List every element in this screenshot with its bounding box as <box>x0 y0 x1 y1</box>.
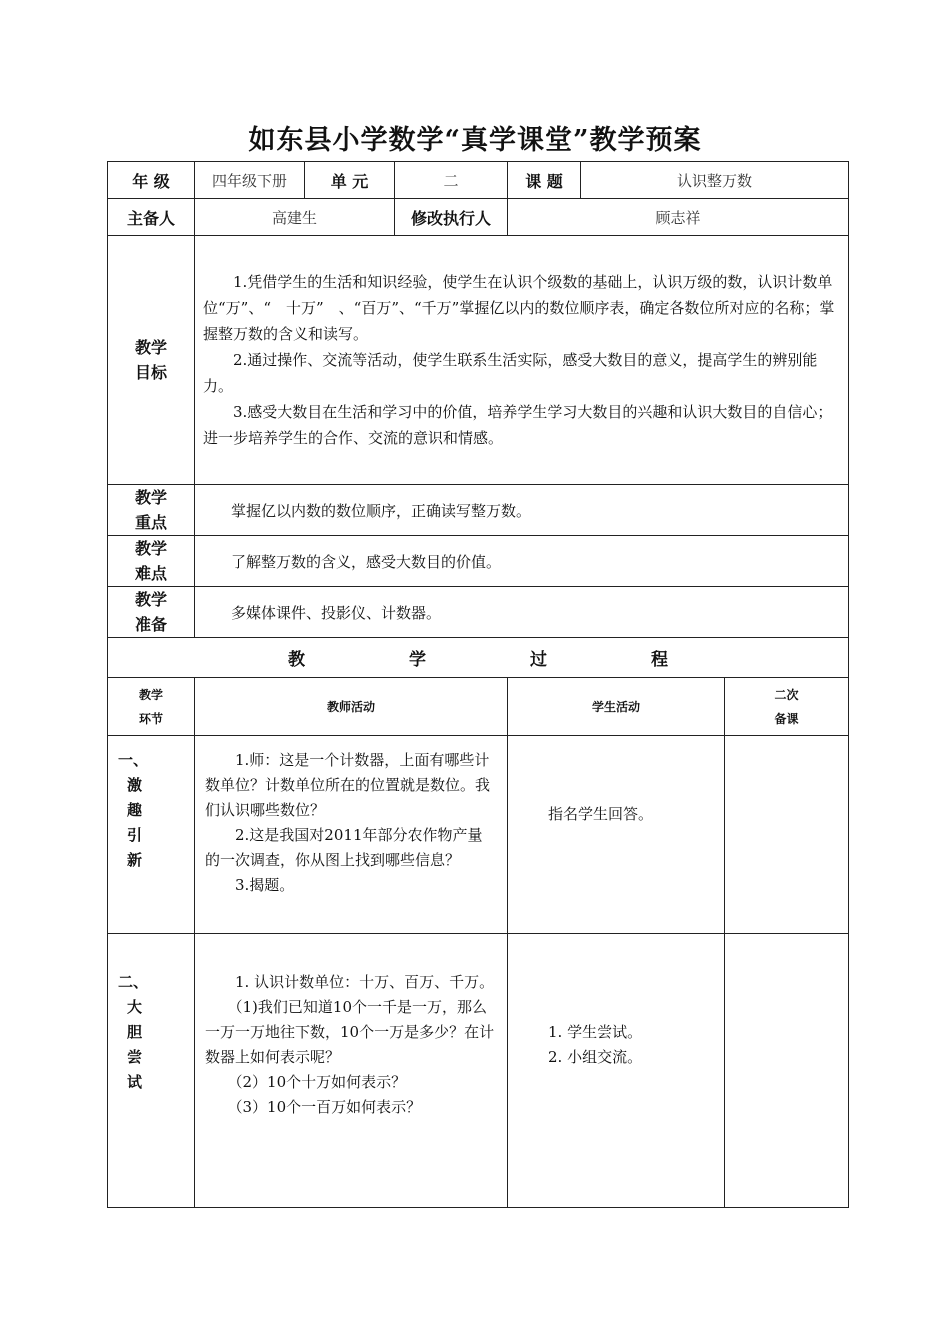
key-points-text: 掌握亿以内数的数位顺序，正确读写整万数。 <box>195 485 849 536</box>
stage-column-header: 教学 环节 <box>108 678 195 736</box>
goals-row <box>108 236 849 485</box>
goal-item: 2.通过操作、交流等活动，使学生联系生活实际，感受大数目的意义，提高学生的辨别能力。 <box>203 351 818 395</box>
difficulties-label: 教学 难点 <box>108 536 195 587</box>
page-title: 如东县小学数学“真学课堂”教学预案 <box>248 125 702 156</box>
reviser-value: 顾志祥 <box>508 199 849 236</box>
topic-label: 课 题 <box>508 162 581 199</box>
teacher-activity: 1.师：这是一个计数器，上面有哪些计数单位？计数单位所在的位置就是数位。我们认识哪些数位？ 2.这是我国对2011年部分农作物产量的一次调查，你从图上找到哪些信息？ 3.揭题。 <box>195 736 508 934</box>
student-activity: 1. 学生尝试。 2. 小组交流。 <box>508 934 725 1208</box>
stage-label: 二、 大 胆 尝 试 <box>108 934 195 1208</box>
preparer-value: 高建生 <box>195 199 395 236</box>
preparation-label: 教学 准备 <box>108 587 195 638</box>
second-prep-cell <box>725 934 849 1208</box>
process-heading: 教 学 过 程 <box>108 638 849 678</box>
preparer-label: 主备人 <box>108 199 195 236</box>
key-points-label: 教学 重点 <box>108 485 195 536</box>
goal-item: 1.凭借学生的生活和知识经验，使学生在认识个级数的基础上，认识万级的数，认识计数单位“万”、“ 十万” 、“百万”、“千万”掌握亿以内的数位顺序表，确定各数位所对应的名称；掌握整万数的含义和读写。 <box>203 273 835 343</box>
difficulties-row <box>108 536 849 587</box>
stage-label: 一、 激 趣 引 新 <box>108 736 195 934</box>
grade-label: 年 级 <box>108 162 195 199</box>
info-row-2 <box>108 199 849 236</box>
teacher-activity: 1. 认识计数单位：十万、百万、千万。 （1)我们已知道10个一千是一万，那么一万一万地往下数，10个一万是多少？在计数器上如何表示呢？ （2）10个十万如何表示？ （3）10个一百万如何表示？ <box>195 934 508 1208</box>
second-prep-cell <box>725 736 849 934</box>
goals-content <box>195 236 849 485</box>
student-column-header: 学生活动 <box>508 678 725 736</box>
unit-label: 单 元 <box>305 162 395 199</box>
stage-row <box>108 934 849 1208</box>
lesson-plan-table <box>107 161 849 1208</box>
goals-label: 教学 目标 <box>108 236 195 485</box>
topic-value: 认识整万数 <box>581 162 849 199</box>
preparation-row <box>108 587 849 638</box>
unit-value: 二 <box>395 162 508 199</box>
difficulties-text: 了解整万数的含义，感受大数目的价值。 <box>195 536 849 587</box>
teacher-column-header: 教师活动 <box>195 678 508 736</box>
stage-row <box>108 736 849 934</box>
info-row-1 <box>108 162 849 199</box>
grade-value: 四年级下册 <box>195 162 305 199</box>
column-header-row <box>108 678 849 736</box>
student-activity: 指名学生回答。 <box>508 736 725 934</box>
process-heading-row <box>108 638 849 678</box>
reviser-label: 修改执行人 <box>395 199 508 236</box>
goal-item: 3.感受大数目在生活和学习中的价值，培养学生学习大数目的兴趣和认识大数目的自信心；进一步培养学生的合作、交流的意识和情感。 <box>203 403 833 447</box>
preparation-text: 多媒体课件、投影仪、计数器。 <box>195 587 849 638</box>
second-prep-column-header: 二次 备课 <box>725 678 849 736</box>
key-points-row <box>108 485 849 536</box>
